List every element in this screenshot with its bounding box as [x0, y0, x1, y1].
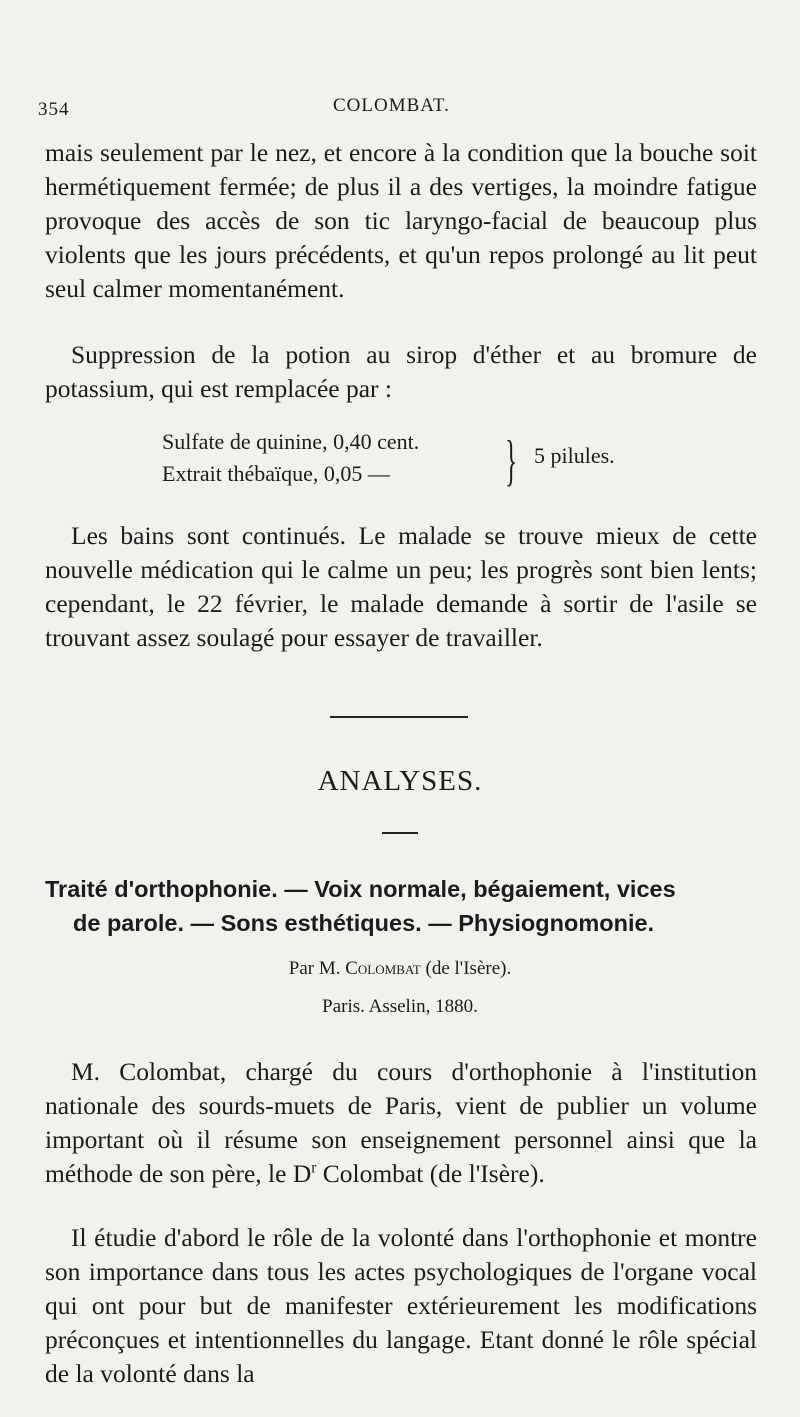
prescription-formula	[162, 429, 662, 501]
formula-brace: }	[505, 430, 518, 492]
author-name: Colombat	[345, 958, 421, 979]
paragraph-4	[45, 1055, 757, 1191]
book-title-line-2: de parole. — Sons esthétiques. — Physiognomonie.	[73, 910, 655, 936]
paragraph-4-text: M. Colombat, chargé du cours d'orthophonie à l'institution nationale des sourds-muets de Paris, vient de publier un volume important où il résume son enseignement personnel ainsi que la méthode de son père, le D	[45, 1057, 757, 1188]
paragraph-5: Il étudie d'abord le rôle de la volonté dans l'orthophonie et montre son importance dans tous les actes psychologiques de l'organe vocal qui ont pour but de manifester extérieurement les modifications préconçues et intentionnelles du langage. Etant donné le rôle spécial de la volonté dans la	[45, 1223, 757, 1388]
page-number: 354	[38, 99, 70, 120]
paragraph-baths	[45, 519, 757, 655]
book-publisher: Paris. Asselin, 1880.	[322, 996, 478, 1017]
formula-line-2: Extrait thébaïque, 0,05 —	[162, 461, 390, 486]
paragraph-2: Suppression de la potion au sirop d'éther et au bromure de potassium, qui est remplacée par :	[45, 340, 757, 403]
paragraph-suppression	[45, 338, 757, 406]
section-divider-top	[330, 716, 468, 718]
paragraph-1: mais seulement par le nez, et encore à la condition que la bouche soit hermétiquement fermée; de plus il a des vertiges, la moindre fatigue provoque des accès de son tic laryngo-facial de beaucoup plus violents que les jours précédents, et qu'un repos prolongé au lit peut seul calmer momentanément.	[45, 138, 757, 303]
author-prefix: Par M.	[288, 958, 346, 979]
section-divider-short	[382, 832, 418, 834]
paragraph-3: Les bains sont continués. Le malade se trouve mieux de cette nouvelle médication qui le calme un peu; les progrès sont bien lents; cependant, le 22 février, le malade demande à sortir de l'asile se trouvant assez soulagé pour essayer de travailler.	[45, 521, 757, 652]
paragraph-review-intro	[45, 1055, 757, 1191]
formula-result: 5 pilules.	[534, 443, 615, 468]
paragraph-continuation	[45, 136, 757, 306]
page-header	[38, 95, 758, 125]
book-author	[0, 958, 800, 980]
paragraph-4-superscript: r	[311, 1159, 317, 1177]
paragraph-4-end: Colombat (de l'Isère).	[316, 1159, 545, 1188]
running-head: COLOMBAT.	[333, 95, 450, 116]
section-title: ANALYSES.	[317, 765, 483, 797]
book-title-line-1: Traité d'orthophonie. — Voix normale, bégaiement, vices	[45, 876, 676, 902]
paragraph-review-body	[45, 1221, 757, 1391]
author-suffix: (de l'Isère).	[420, 958, 512, 979]
book-title	[45, 872, 757, 940]
formula-line-1: Sulfate de quinine, 0,40 cent.	[162, 429, 420, 454]
